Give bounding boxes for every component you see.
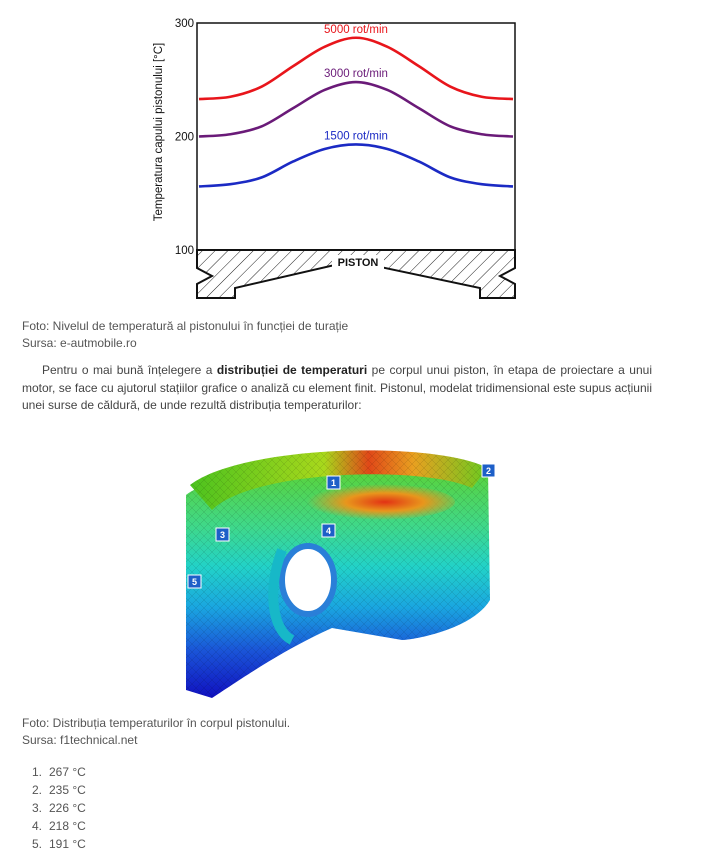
- temperature-value: 267 °C: [49, 765, 86, 779]
- caption-fea: [22, 715, 290, 749]
- temperature-value: 226 °C: [49, 801, 86, 815]
- body-paragraph: [22, 362, 652, 415]
- y-tick-label: 100: [174, 245, 194, 257]
- series-line-1: [199, 82, 513, 136]
- y-axis-label: Temperatura capului pistonului [°C]: [153, 42, 165, 222]
- fea-marker-5: [188, 575, 201, 588]
- list-item: 5. 191 °C: [31, 837, 86, 851]
- series-label-1: 3000 rot/min: [324, 68, 388, 81]
- svg-text:4: 4: [325, 526, 332, 536]
- fea-marker-1: [327, 476, 340, 489]
- fea-marker-4: [322, 524, 335, 537]
- caption-fea-foto: Foto: Distribuția temperaturilor în corpul pistonului.: [22, 716, 291, 730]
- caption-chart-foto: Foto: Nivelul de temperatură al pistonului în funcției de turație: [22, 319, 349, 333]
- temperature-value: 235 °C: [49, 783, 86, 797]
- temperature-value: 191 °C: [49, 837, 86, 851]
- temperature-chart: [150, 10, 530, 305]
- svg-text:5: 5: [191, 577, 198, 587]
- svg-text:2: 2: [485, 466, 492, 476]
- temperature-list: [22, 763, 86, 853]
- series-label-0: 5000 rot/min: [324, 23, 388, 36]
- piston-temperature-fea-image: [172, 440, 502, 700]
- svg-text:1: 1: [330, 478, 337, 488]
- temperature-value: 218 °C: [49, 819, 86, 833]
- y-tick-label: 300: [174, 18, 194, 30]
- list-item: 1. 267 °C: [31, 765, 86, 779]
- y-tick-label: 200: [174, 131, 194, 144]
- paragraph-text-after: pe corpul unui piston, în etapa de proiectare a unui motor, se face cu ajutorul stațiilor grafice o analiză cu element finit. Pistonul, modelat tridimensional este supus acțiunii unei surse de căldură, de unde rezultă distribuția temperaturilor:: [22, 363, 652, 412]
- svg-text:3: 3: [219, 530, 226, 540]
- paragraph-text-before: Pentru o mai bună înțelegere a: [42, 363, 217, 377]
- paragraph-bold: distribuției de temperaturi: [216, 363, 368, 377]
- caption-chart: [22, 318, 348, 352]
- series-label-2: 1500 rot/min: [324, 130, 388, 143]
- list-item: 2. 235 °C: [31, 783, 86, 797]
- caption-chart-source: Sursa: e-autmobile.ro: [22, 336, 137, 350]
- list-item: 3. 226 °C: [31, 801, 86, 815]
- fea-marker-2: [482, 464, 495, 477]
- fea-marker-3: [216, 528, 229, 541]
- piston-label: PISTON: [337, 257, 379, 269]
- list-item: 4. 218 °C: [31, 819, 86, 833]
- caption-fea-source: Sursa: f1technical.net: [22, 733, 138, 747]
- series-line-2: [199, 144, 513, 186]
